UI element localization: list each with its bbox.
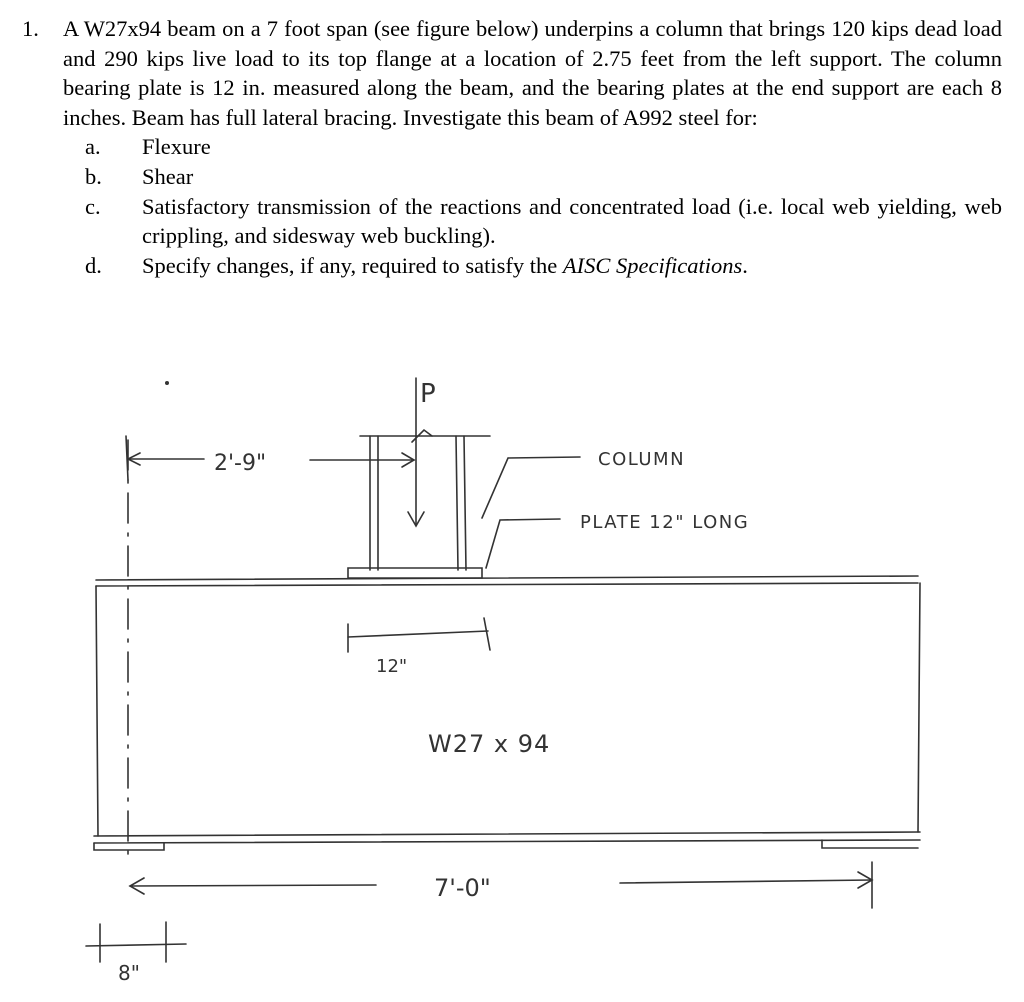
beam-sketch <box>0 340 1024 1002</box>
plate-leader <box>486 519 560 568</box>
part-label: b. <box>85 163 102 189</box>
support-plate-label: 8" <box>118 961 140 985</box>
plate-label: PLATE 12" LONG <box>580 512 750 533</box>
beam-right-end <box>918 583 920 832</box>
part-label: c. <box>85 193 101 219</box>
beam-left-end <box>96 586 98 836</box>
part-text <box>142 251 1002 281</box>
dim-span-left <box>130 885 376 886</box>
column-flange-left <box>370 436 378 570</box>
load-label: P <box>420 379 436 409</box>
dim-column-location-label: 2'-9" <box>214 451 267 476</box>
part-text: Satisfactory transmission of the reactions and concentrated load (i.e. local web yielding, web crippling, and sidesway web buckling). <box>142 193 1002 249</box>
part-text: Shear <box>142 163 194 189</box>
part-d <box>85 251 1002 281</box>
part-text: Flexure <box>142 134 211 160</box>
part-label: a. <box>85 134 101 160</box>
aisc-spec-title: AISC Specifications <box>562 252 743 278</box>
part-c <box>85 192 1002 251</box>
column-label: COLUMN <box>598 449 686 470</box>
problem-statement <box>22 14 1002 280</box>
stray-mark <box>165 381 169 385</box>
plate-width-label: 12" <box>376 656 408 677</box>
part-d-prefix: Specify changes, if any, required to satisfy the <box>142 252 563 278</box>
dim-plate-tick-right <box>484 618 490 650</box>
dim-column-location <box>128 459 414 460</box>
dim-span-right <box>620 880 872 883</box>
column-flange-right <box>456 436 466 570</box>
part-label: d. <box>85 252 102 278</box>
part-d-suffix: . <box>742 252 748 278</box>
problem-text: A W27x94 beam on a 7 foot span (see figure below) underpins a column that brings 120 kips dead load and 290 kips live load to its top flange at a location of 2.75 feet from the left support. The column bearing plate is 12 in. measured along the beam, and the bearing plates at the end support are each 8 inches. Beam has full lateral bracing. Investigate this beam of A992 steel for: <box>63 16 1002 130</box>
part-b <box>85 162 1002 192</box>
dim-support-line <box>86 944 186 946</box>
part-a <box>85 132 1002 162</box>
right-support-plate <box>822 840 918 848</box>
left-support-plate <box>94 843 164 850</box>
beam-top-flange <box>96 576 918 586</box>
problem-number: 1. <box>22 16 39 41</box>
dim-plate-width <box>348 631 488 637</box>
beam-bottom-flange <box>94 832 920 843</box>
beam-label: W27 x 94 <box>428 730 551 758</box>
span-label: 7'-0" <box>434 874 491 902</box>
column-bearing-plate <box>348 568 482 578</box>
column-leader <box>482 457 580 518</box>
